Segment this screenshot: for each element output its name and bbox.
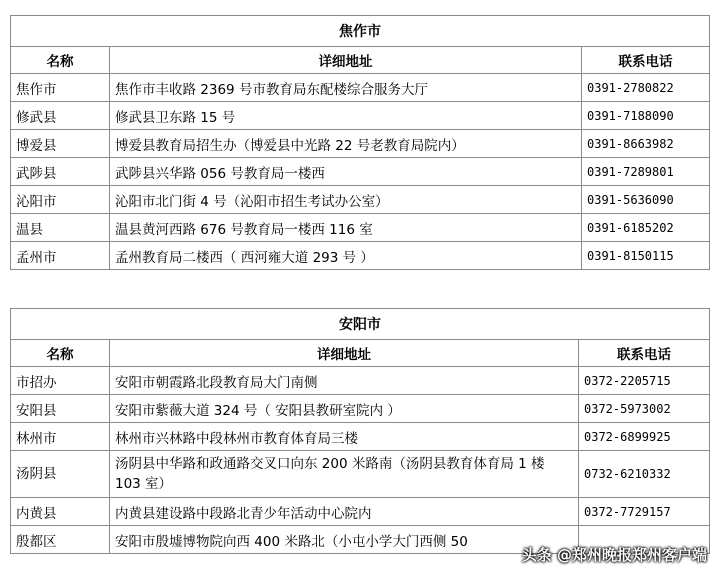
row-name: 修武县 — [11, 102, 110, 130]
row-phone: 0391-8663982 — [582, 130, 710, 158]
row-address: 林州市兴林路中段林州市教育体育局三楼 — [110, 423, 579, 451]
row-address: 武陟县兴华路 056 号教育局一楼西 — [110, 158, 582, 186]
row-name: 沁阳市 — [11, 186, 110, 214]
row-name: 汤阴县 — [11, 451, 110, 498]
row-name: 内黄县 — [11, 498, 110, 526]
anyang-table — [10, 308, 710, 554]
row-name: 焦作市 — [11, 74, 110, 102]
watermark: 头条 @郑州晚报郑州客户端 — [521, 546, 707, 564]
row-phone: 0732-6210332 — [579, 451, 710, 498]
column-header-row — [11, 340, 710, 367]
row-address: 修武县卫东路 15 号 — [110, 102, 582, 130]
row-phone: 0372-7729157 — [579, 498, 710, 526]
city-title: 焦作市 — [11, 16, 710, 47]
row-phone: 0391-7289801 — [582, 158, 710, 186]
row-phone: 0391-2780822 — [582, 74, 710, 102]
table-row — [11, 74, 710, 102]
row-address: 温县黄河西路 676 号教育局一楼西 116 室 — [110, 214, 582, 242]
table-row — [11, 498, 710, 526]
row-address: 汤阴县中华路和政通路交叉口向东 200 米路南（汤阴县教育体育局 1 楼 103 室） — [110, 451, 579, 498]
table-row — [11, 186, 710, 214]
row-phone: 0391-7188090 — [582, 102, 710, 130]
row-phone: 0372-5973002 — [579, 395, 710, 423]
header-phone: 联系电话 — [582, 47, 710, 74]
row-address: 内黄县建设路中段路北青少年活动中心院内 — [110, 498, 579, 526]
row-phone: 0391-8150115 — [582, 242, 710, 270]
jiaozuo-table — [10, 15, 710, 270]
row-name: 孟州市 — [11, 242, 110, 270]
row-address: 博爱县教育局招生办（博爱县中光路 22 号老教育局院内） — [110, 130, 582, 158]
row-phone: 0372-2205715 — [579, 367, 710, 395]
table-row — [11, 451, 710, 498]
row-name: 殷都区 — [11, 526, 110, 554]
row-address: 安阳市殷墟博物院向西 400 米路北（小屯小学大门西侧 50 — [110, 526, 579, 554]
city-title: 安阳市 — [11, 309, 710, 340]
row-name: 安阳县 — [11, 395, 110, 423]
header-phone: 联系电话 — [579, 340, 710, 367]
row-phone: 0372-6899925 — [579, 423, 710, 451]
column-header-row — [11, 47, 710, 74]
row-address: 安阳市朝霞路北段教育局大门南侧 — [110, 367, 579, 395]
table-row — [11, 423, 710, 451]
table-row — [11, 395, 710, 423]
table-row — [11, 214, 710, 242]
header-name: 名称 — [11, 47, 110, 74]
row-name: 市招办 — [11, 367, 110, 395]
header-name: 名称 — [11, 340, 110, 367]
city-header-row — [11, 309, 710, 340]
row-address: 沁阳市北门街 4 号（沁阳市招生考试办公室） — [110, 186, 582, 214]
table-row — [11, 242, 710, 270]
city-header-row — [11, 16, 710, 47]
table-row — [11, 158, 710, 186]
row-name: 武陟县 — [11, 158, 110, 186]
row-address: 焦作市丰收路 2369 号市教育局东配楼综合服务大厅 — [110, 74, 582, 102]
row-name: 温县 — [11, 214, 110, 242]
row-phone: 0391-5636090 — [582, 186, 710, 214]
table-row — [11, 130, 710, 158]
table-row — [11, 102, 710, 130]
table-row — [11, 367, 710, 395]
header-address: 详细地址 — [110, 47, 582, 74]
row-name: 博爱县 — [11, 130, 110, 158]
header-address: 详细地址 — [110, 340, 579, 367]
row-address: 孟州教育局二楼西（ 西河雍大道 293 号 ） — [110, 242, 582, 270]
row-address: 安阳市紫薇大道 324 号（ 安阳县教研室院内 ） — [110, 395, 579, 423]
row-phone: 0391-6185202 — [582, 214, 710, 242]
row-name: 林州市 — [11, 423, 110, 451]
